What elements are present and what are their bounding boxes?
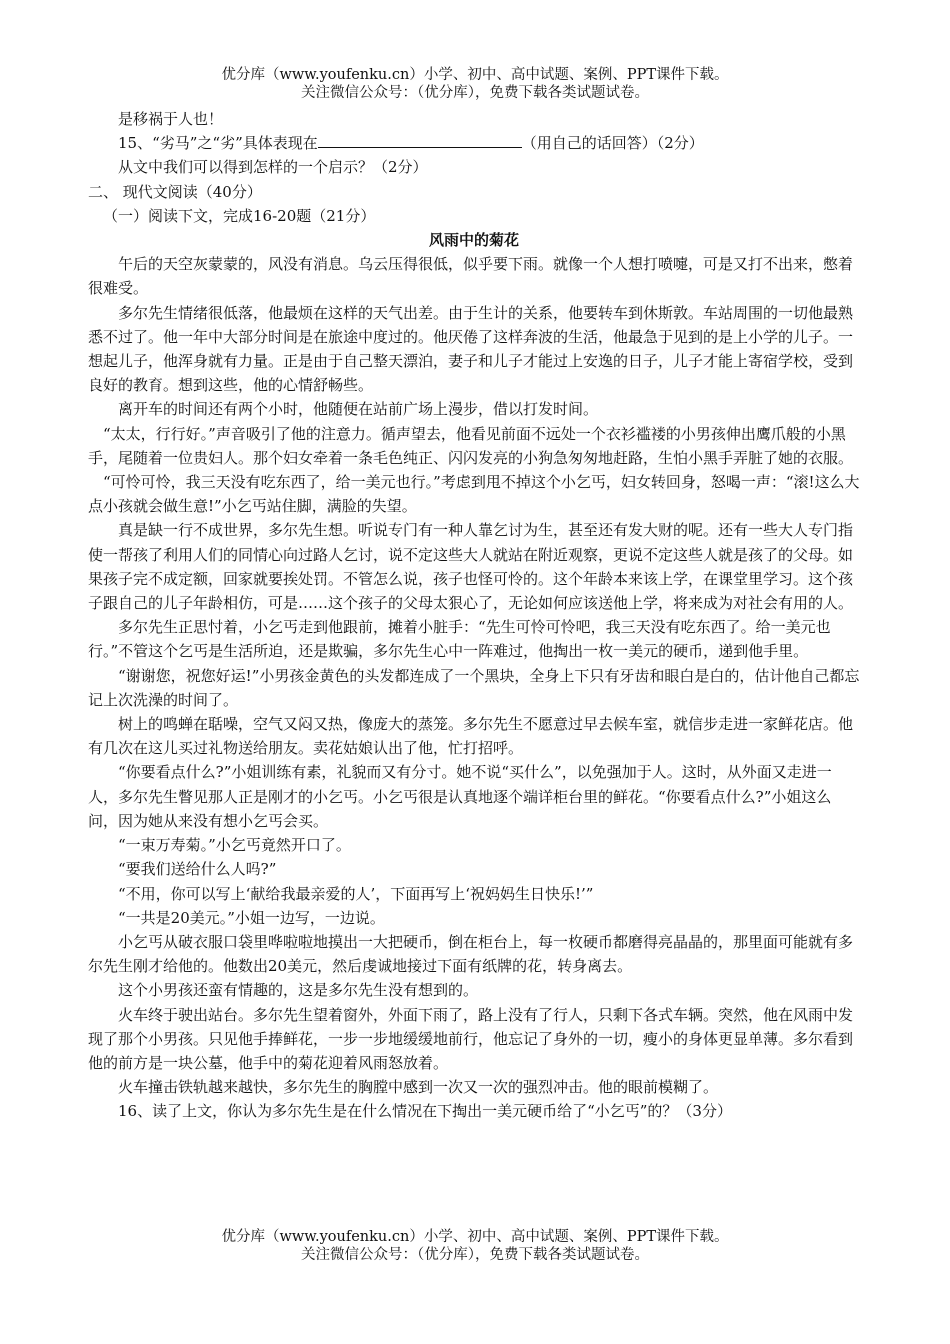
continued-text: 是移祸于人也！: [118, 110, 224, 128]
paragraph: 树上的鸣蝉在聒噪，空气又闷又热，像庞大的蒸笼。多尔先生不愿意过早去候车室，就信步走进一家鲜花店。他有几次在这儿买过礼物送给朋友。卖花姑娘认出了他，忙打招呼。: [88, 715, 854, 758]
question-15: [88, 131, 860, 155]
paragraph: 火车终于驶出站台。多尔先生望着窗外，外面下雨了，路上没有了行人，只剩下各式车辆。突然，他在风雨中发现了那个小男孩。只见他手捧鲜花，一步一步地缓缓地前行，他忘记了身外的一切，瘦小的身体更显单薄。多尔看到他的前方是一块公墓，他手中的菊花迎着风雨怒放着。: [88, 1005, 854, 1072]
footer-line-1: 优分库（www.youfenku.cn）小学、初中、高中试题、案例、PPT课件下载。: [221, 1229, 729, 1245]
paragraph: 离开车的时间还有两个小时，他随便在站前广场上漫步，借以打发时间。: [118, 400, 599, 419]
question-15-part2: 从文中我们可以得到怎样的一个启示？（2分）: [118, 158, 428, 177]
paragraph: 这个小男孩还蛮有情趣的，这是多尔先生没有想到的。: [118, 981, 479, 1000]
question-16: 16、读了上文，你认为多尔先生是在什么情况在下掏出一美元硬币给了“小乞丐”的？（3分）: [118, 1102, 732, 1121]
header-line-1: 优分库（www.youfenku.cn）小学、初中、高中试题、案例、PPT课件下载。: [221, 67, 729, 83]
paragraph: 多尔先生情绪很低落，他最烦在这样的天气出差。由于生计的关系，他要转车到休斯敦。车站周围的一切他最熟悉不过了。他一年中大部分时间是在旅途中度过的。他厌倦了这样奔波的生活，他最急于见到的是上小学的儿子。一想起儿子，他浑身就有力量。正是由于自己整天漂泊，妻子和儿子才能过上安逸的日子，儿子才能上寄宿学校，受到良好的教育。想到这些，他的心情舒畅些。: [88, 303, 854, 395]
section-heading: 二、 现代文阅读（40分）: [88, 182, 262, 201]
question-15-tail: （用自己的话回答）（2分）: [521, 134, 704, 153]
page-header: [0, 66, 950, 102]
article-title: 风雨中的菊花: [428, 231, 519, 250]
paragraph: “一共是20美元。”小姐一边写，一边说。: [118, 908, 385, 927]
page-footer: [0, 1228, 950, 1264]
header-line-2: 关注微信公众号：（优分库），免费下载各类试题试卷。: [301, 85, 649, 101]
paragraph: “一束万寿菊。”小乞丐竟然开口了。: [118, 836, 351, 855]
paragraph: “不用，你可以写上‘献给我最亲爱的人’，下面再写上‘祝妈妈生日快乐!’”: [118, 884, 594, 903]
paragraph: “要我们送给什么人吗?”: [118, 860, 277, 879]
paragraph: 小乞丐从破衣服口袋里哗啦啦地摸出一大把硬币，倒在柜台上，每一枚硬币都磨得亮晶晶的，那里面可能就有多尔先生刚才给他的。他数出20美元，然后虔诚地接过下面有纸牌的花，转身离去。: [88, 932, 854, 976]
footer-line-2: 关注微信公众号：（优分库），免费下载各类试题试卷。: [301, 1247, 649, 1263]
paragraph: “可怜可怜，我三天没有吃东西了，给一美元也行。”考虑到甩不掉这个小乞丐，妇女转回身，怒喝一声：“滚!这么大点小孩就会做生意!”小乞丐站住脚，满脸的失望。: [88, 473, 860, 516]
paragraph: “你要看点什么?”小姐训练有素，礼貌而又有分寸。她不说“买什么”，以免强加于人。这时，从外面又走进一人，多尔先生瞥见那人正是刚才的小乞丐。小乞丐很是认真地逐个端详柜台里的鲜花。“你要看点什么?”小姐这么问，因为她从来没有想小乞丐会买。: [88, 763, 832, 830]
paragraph: 火车撞击铁轨越来越快，多尔先生的胸膛中感到一次又一次的强烈冲击。他的眼前模糊了。: [118, 1078, 719, 1097]
paragraph: 午后的天空灰蒙蒙的，风没有消息。乌云压得很低，似乎要下雨。就像一个人想打喷嚏，可是又打不出来，憋着很难受。: [88, 255, 854, 298]
question-15-text: 15、“劣马”之“劣”具体表现在: [118, 134, 318, 153]
answer-blank[interactable]: [318, 132, 522, 148]
paragraph: 真是缺一行不成世界，多尔先生想。听说专门有一种人靠乞讨为生，甚至还有发大财的呢。还有一些大人专门指使一帮孩了利用人们的同情心向过路人乞讨，说不定这些大人就站在附近观察，更说不定这些人就是孩了的父母。如果孩子完不成定额，回家就要挨处罚。不管怎么说，孩子也怪可怜的。这个年龄本来该上学，在课堂里学习。这个孩子跟自己的儿子年龄相仿，可是……这个孩子的父母太狠心了，无论如何应该送他上学，将来成为对社会有用的人。: [88, 521, 854, 613]
paragraph: “太太，行行好。”声音吸引了他的注意力。循声望去，他看见前面不远处一个衣衫褴褛的小男孩伸出鹰爪般的小黑手，尾随着一位贵妇人。那个妇女牵着一条毛色纯正、闪闪发亮的小狗急匆匆地赶路，生怕小黑手弄脏了她的衣服。: [88, 424, 854, 467]
page-content: [88, 107, 860, 1124]
paragraph: “谢谢您，祝您好运!”小男孩金黄色的头发都连成了一个黑块，全身上下只有牙齿和眼白是白的，估计他自己都忘记上次洗澡的时间了。: [88, 666, 860, 709]
subsection-heading: （一）阅读下文，完成16-20题（21分）: [103, 206, 376, 225]
paragraph: 多尔先生正思忖着，小乞丐走到他跟前，摊着小脏手：“先生可怜可怜吧，我三天没有吃东西了。给一美元也行。”不管这个乞丐是生活所迫，还是欺骗，多尔先生心中一阵难过，他掏出一枚一美元的硬币，递到他手里。: [88, 618, 831, 661]
